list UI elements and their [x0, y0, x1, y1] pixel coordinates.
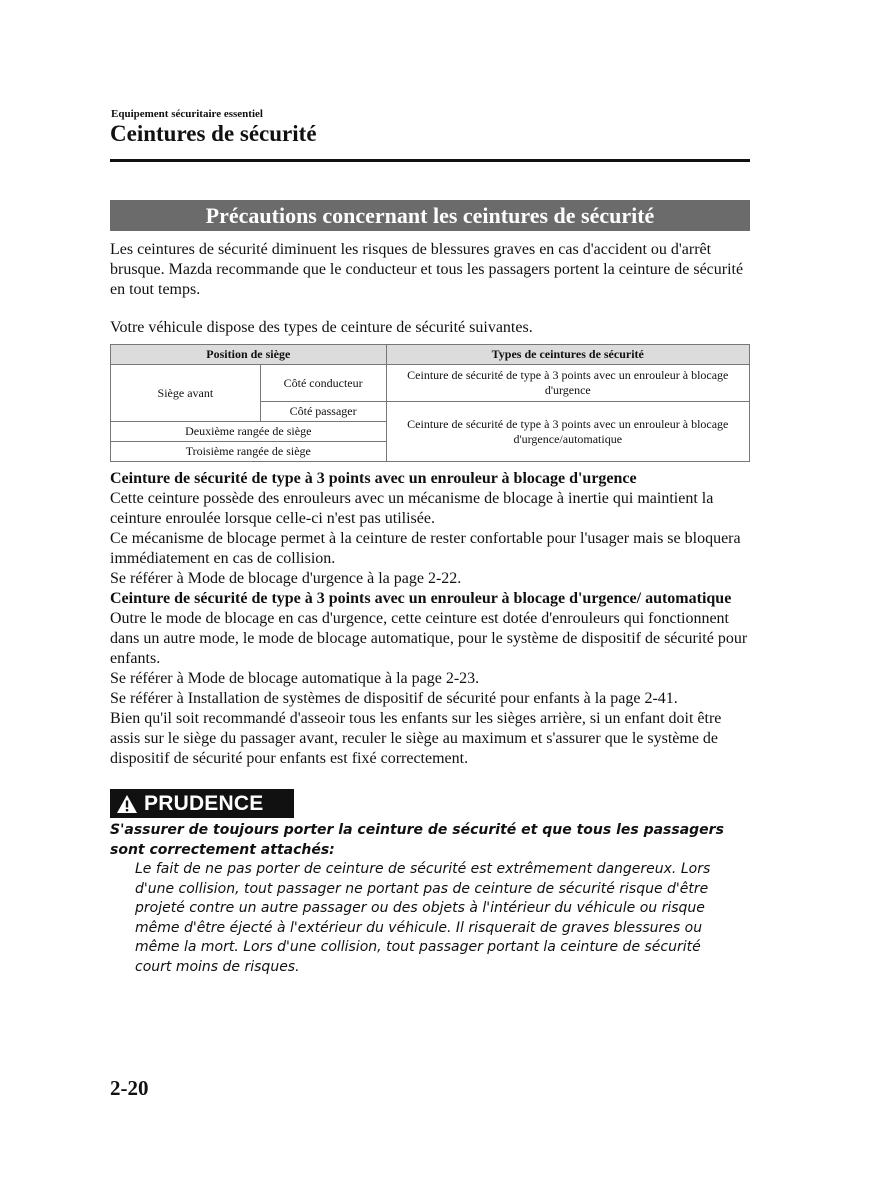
topic-banner: Précautions concernant les ceintures de sécurité [110, 200, 750, 231]
title-divider [110, 159, 750, 162]
warning-heading: S'assurer de toujours porter la ceinture de sécurité et que tous les passagers sont correctement attachés: [110, 822, 724, 858]
intro-paragraph [110, 240, 755, 300]
table-row [111, 365, 750, 402]
warning-body: Le fait de ne pas porter de ceinture de sécurité est extrêmement dangereux. Lors d'une collision, tout passager ne portant pas de ceinture de sécurité risque d'être projeté contre un autre passager ou des objets à l'intérieur du véhicule ou risque même d'être éjecté à l'extérieur du véhicule. Il risquerait de graves blessures ou même la mort. Lors d'une collision, tout passager portant la ceinture de sécurité court moins de risques. [135, 861, 711, 975]
intro-note-text: Votre véhicule dispose des types de ceinture de sécurité suivantes. [110, 319, 533, 336]
cell-second-row: Deuxième rangée de siège [111, 422, 387, 442]
paragraph-automatic: Outre le mode de blocage en cas d'urgence, cette ceinture est dotée d'enrouleurs qui fonctionnent dans un autre mode, le mode de blocage automatique, pour le système de dispositif de sécurité pour enfants. [110, 610, 748, 667]
belt-details [110, 469, 755, 769]
cell-third-row: Troisième rangée de siège [111, 442, 387, 462]
warning-label [110, 789, 294, 818]
warning-label-text: PRUDENCE [144, 791, 264, 815]
intro-text: Les ceintures de sécurité diminuent les risques de blessures graves en cas d'accident ou d'arrêt brusque. Mazda recommande que le conducteur et tous les passagers portent la ceinture de sécurité en tout temps. [110, 241, 744, 298]
cell-passenger-side: Côté passager [260, 402, 386, 422]
table-header-row [111, 345, 750, 365]
reference-emergency: Se référer à Mode de blocage d'urgence à la page 2-22. [110, 570, 462, 587]
paragraph-emergency-1: Cette ceinture possède des enrouleurs avec un mécanisme de blocage à inertie qui maintient la ceinture enroulée lorsque celle-ci n'est pas utilisée. [110, 490, 714, 527]
header-belt-types: Types de ceintures de sécurité [386, 345, 749, 365]
warning-triangle-icon [116, 794, 138, 814]
cell-type-driver: Ceinture de sécurité de type à 3 points avec un enrouleur à blocage d'urgence [386, 365, 749, 402]
section-label: Equipement sécuritaire essentiel [111, 108, 263, 120]
reference-automatic: Se référer à Mode de blocage automatique à la page 2-23. [110, 670, 480, 687]
page-title: Ceintures de sécurité [110, 121, 317, 146]
cell-front-seat: Siège avant [111, 365, 261, 422]
paragraph-child-front: Bien qu'il soit recommandé d'asseoir tous les enfants sur les sièges arrière, si un enfant doit être assis sur le siège du passager avant, reculer le siège au maximum et s'assurer que le système de dispositif de sécurité pour enfants est fixé correctement. [110, 710, 722, 767]
page-number: 2-20 [110, 1076, 149, 1100]
cell-type-others: Ceinture de sécurité de type à 3 points avec un enrouleur à blocage d'urgence/automatique [386, 402, 749, 462]
paragraph-emergency-2: Ce mécanisme de blocage permet à la ceinture de rester confortable pour l'usager mais se bloquera immédiatement en cas de collision. [110, 530, 741, 567]
subheading-automatic: Ceinture de sécurité de type à 3 points avec un enrouleur à blocage d'urgence/ automatique [110, 590, 732, 607]
header-seat-position: Position de siège [111, 345, 387, 365]
intro-note [110, 318, 755, 338]
reference-child-seat: Se référer à Installation de systèmes de dispositif de sécurité pour enfants à la page 2-41. [110, 690, 678, 707]
cell-driver-side: Côté conducteur [260, 365, 386, 402]
seatbelt-table [110, 344, 750, 462]
subheading-emergency: Ceinture de sécurité de type à 3 points avec un enrouleur à blocage d'urgence [110, 470, 637, 487]
